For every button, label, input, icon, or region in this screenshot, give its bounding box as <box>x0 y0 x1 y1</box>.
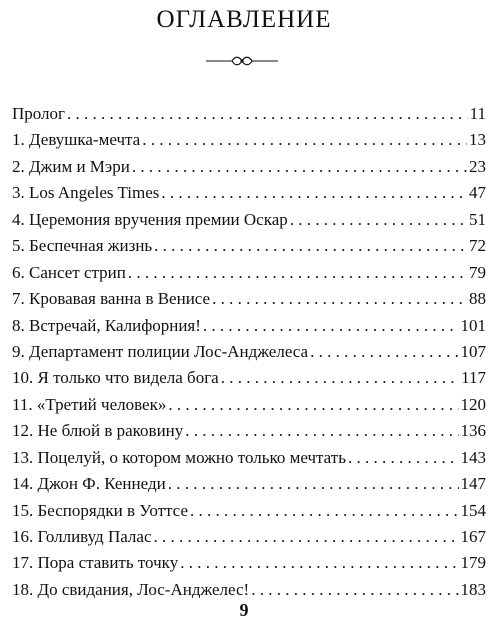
flourish-divider-icon <box>204 54 280 68</box>
dot-leader <box>67 104 468 124</box>
toc-entry-page: 72 <box>469 236 486 256</box>
dot-leader <box>212 289 467 309</box>
toc-entry <box>12 130 486 156</box>
toc-entry-page: 136 <box>460 421 486 441</box>
dot-leader <box>190 501 459 521</box>
dot-leader <box>161 183 467 203</box>
toc-entry <box>12 527 486 553</box>
toc-entry <box>12 448 486 474</box>
toc-entry-page: 183 <box>460 579 486 599</box>
toc-entry <box>12 263 486 289</box>
toc-entry <box>12 474 486 500</box>
toc-entry-title: 11. «Третий человек» <box>12 394 167 414</box>
toc-entry-title: 2. Джим и Мэри <box>12 156 130 176</box>
dot-leader <box>142 130 467 150</box>
toc-entry <box>12 553 486 579</box>
toc-entry-page: 51 <box>469 209 486 229</box>
dot-leader <box>180 553 458 573</box>
table-of-contents <box>12 104 486 606</box>
dot-leader <box>168 474 459 494</box>
dot-leader <box>154 236 467 256</box>
page-title: ОГЛАВЛЕНИЕ <box>156 6 332 33</box>
dot-leader <box>128 263 467 283</box>
toc-entry-title: Пролог <box>12 104 66 123</box>
toc-entry-title: 14. Джон Ф. Кеннеди <box>12 474 166 494</box>
toc-entry-page: 79 <box>469 262 486 282</box>
toc-entry <box>12 289 486 315</box>
toc-entry-title: 13. Поцелуй, о котором можно только мечтать <box>12 447 346 467</box>
toc-entry-title: 5. Беспечная жизнь <box>12 236 153 256</box>
toc-entry-title: 4. Церемония вручения премии Оскар <box>12 209 288 229</box>
toc-entry-title: 8. Встречай, Калифорния! <box>12 315 201 335</box>
toc-entry <box>12 157 486 183</box>
dot-leader <box>203 316 459 336</box>
toc-entry-title: 7. Кровавая ванна в Венисе <box>12 289 211 309</box>
toc-entry-page: 107 <box>460 341 486 361</box>
toc-entry-title: 15. Беспорядки в Уоттсе <box>12 500 188 520</box>
toc-entry <box>12 368 486 394</box>
toc-entry-title: 3. Los Angeles Times <box>12 183 160 203</box>
toc-entry <box>12 210 486 236</box>
dot-leader <box>185 421 458 441</box>
dot-leader <box>221 368 459 388</box>
toc-entry-page: 120 <box>460 394 486 414</box>
toc-entry-page: 117 <box>461 368 486 388</box>
toc-entry-page: 88 <box>469 289 486 309</box>
toc-entry-title: 6. Сансет стрип <box>12 262 126 282</box>
toc-entry <box>12 501 486 527</box>
dot-leader <box>132 157 467 177</box>
dot-leader <box>168 395 458 415</box>
toc-entry-page: 147 <box>460 474 486 494</box>
toc-entry-title: 17. Пора ставить точку <box>12 553 179 573</box>
toc-entry <box>12 342 486 368</box>
toc-entry <box>12 421 486 447</box>
toc-entry-title: 12. Не блюй в раковину <box>12 421 184 441</box>
toc-entry-page: 23 <box>469 156 486 176</box>
toc-entry <box>12 395 486 421</box>
toc-entry-page: 154 <box>460 500 486 520</box>
dot-leader <box>348 448 459 468</box>
toc-entry-title: 16. Голливуд Палас <box>12 527 152 546</box>
toc-entry-title: 10. Я только что видела бога <box>12 368 219 388</box>
toc-entry-page: 11 <box>469 104 486 123</box>
toc-entry-page: 179 <box>460 553 486 573</box>
toc-entry <box>12 236 486 262</box>
page-number: 9 <box>239 600 249 620</box>
toc-entry-page: 13 <box>469 130 486 150</box>
toc-entry-title: 1. Девушка-мечта <box>12 130 141 150</box>
toc-entry <box>12 183 486 209</box>
dot-leader <box>251 580 458 600</box>
toc-entry-title: 9. Департамент полиции Лос-Анджелеса <box>12 341 309 361</box>
dot-leader <box>290 210 467 230</box>
dot-leader <box>154 527 459 547</box>
toc-entry-page: 47 <box>469 183 486 203</box>
toc-entry-page: 143 <box>460 447 486 467</box>
toc-entry <box>12 104 486 130</box>
toc-entry-page: 167 <box>460 527 486 546</box>
dot-leader <box>310 342 458 362</box>
toc-entry <box>12 316 486 342</box>
toc-entry-page: 101 <box>460 315 486 335</box>
toc-entry-title: 18. До свидания, Лос-Анджелес! <box>12 579 250 599</box>
